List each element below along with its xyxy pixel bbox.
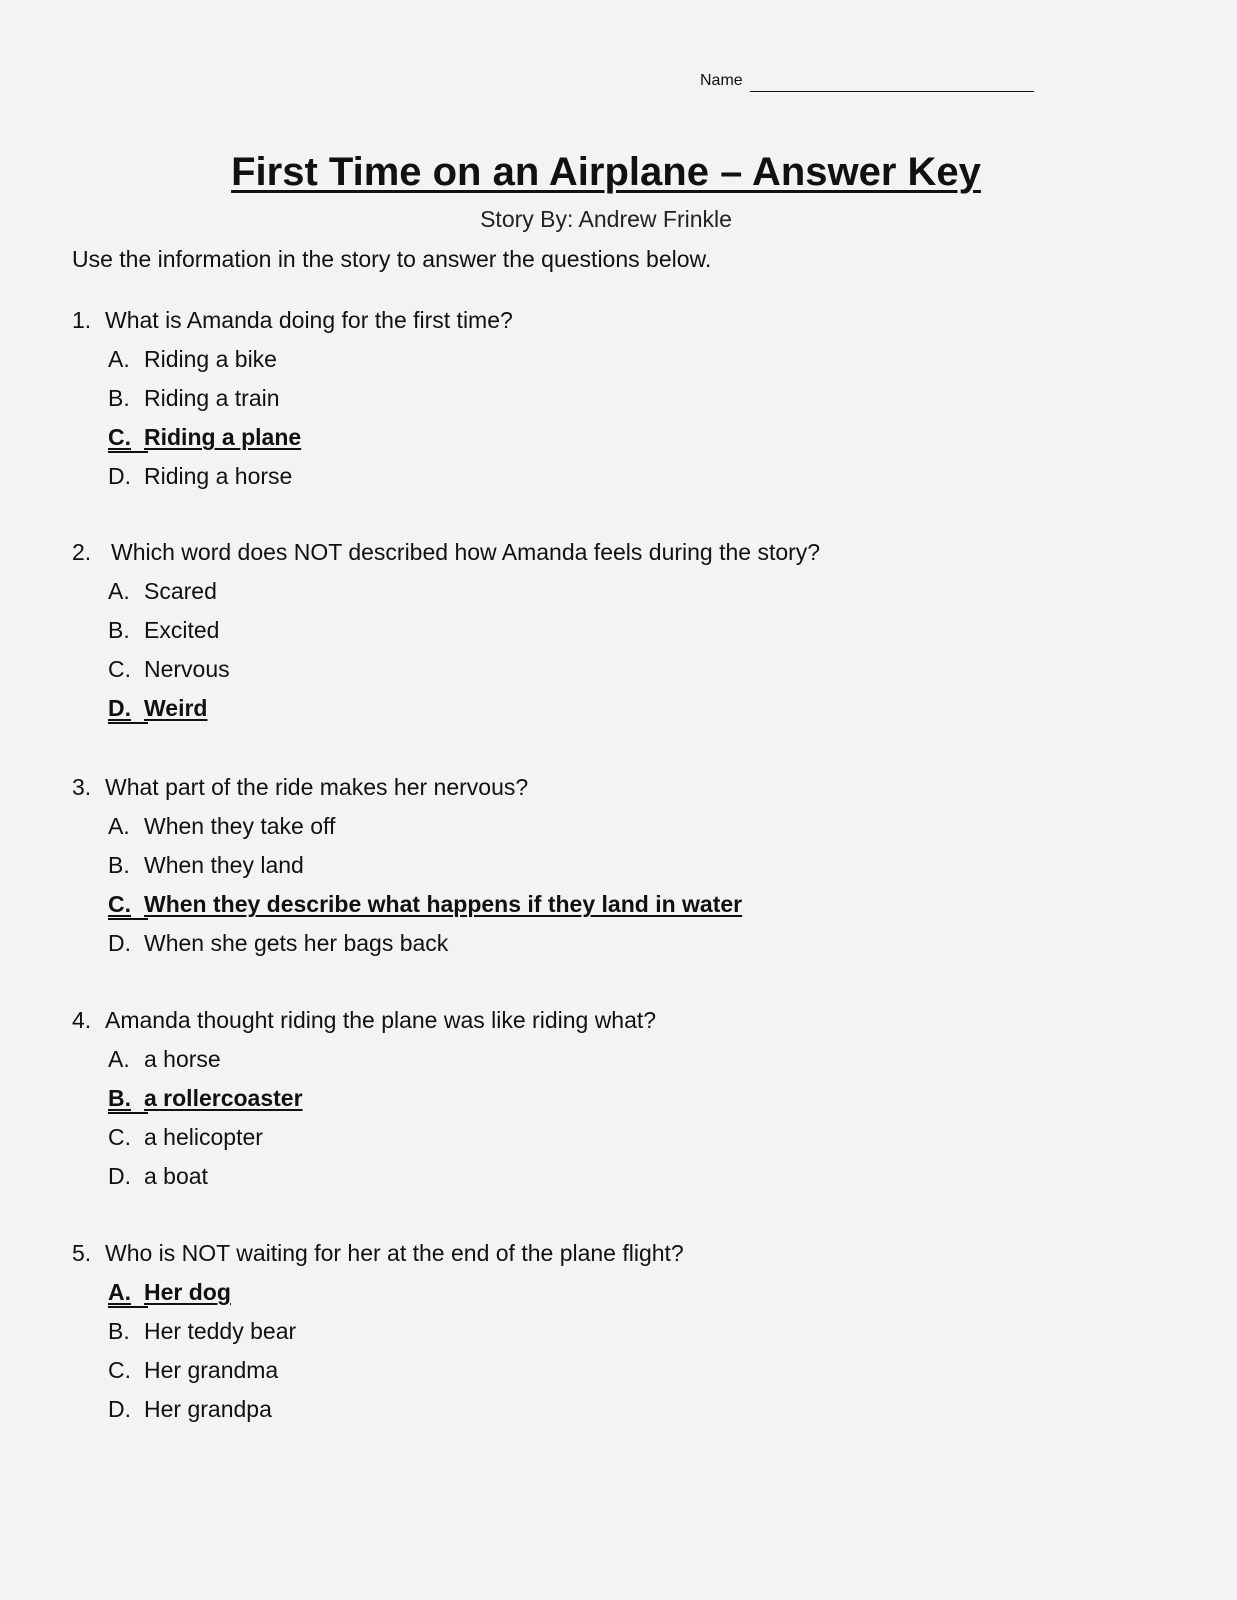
option-text: When they land bbox=[144, 852, 304, 878]
option-letter: C. bbox=[108, 1357, 131, 1383]
option-letter: B. bbox=[108, 385, 130, 411]
question-text: Which word does NOT described how Amanda feels during the story? bbox=[111, 539, 821, 565]
option-text: Riding a bike bbox=[144, 346, 277, 372]
story-byline: Story By: Andrew Frinkle bbox=[480, 206, 732, 232]
option-letter: A. bbox=[108, 578, 130, 604]
option-letter: D. bbox=[108, 463, 131, 489]
option-letter: A. bbox=[108, 813, 130, 839]
option-text: a rollercoaster bbox=[144, 1085, 303, 1111]
option-text: Riding a train bbox=[144, 385, 280, 411]
instructions: Use the information in the story to answer the questions below. bbox=[72, 246, 712, 272]
option-text: Her dog bbox=[144, 1279, 231, 1305]
option-text: When she gets her bags back bbox=[144, 930, 449, 956]
question-text: What is Amanda doing for the first time? bbox=[105, 307, 513, 333]
option-letter: D. bbox=[108, 1163, 131, 1189]
option-letter: A. bbox=[108, 346, 130, 372]
answer-underline bbox=[108, 722, 148, 724]
option-text: Excited bbox=[144, 617, 220, 643]
option-text: Her grandpa bbox=[144, 1396, 272, 1422]
answer-underline bbox=[108, 918, 148, 920]
question-text: Who is NOT waiting for her at the end of the plane flight? bbox=[105, 1240, 684, 1266]
question-text: Amanda thought riding the plane was like riding what? bbox=[105, 1007, 657, 1033]
option-letter: A. bbox=[108, 1046, 130, 1072]
question-number: 1. bbox=[72, 307, 92, 333]
option-text: Scared bbox=[144, 578, 217, 604]
option-letter: A. bbox=[108, 1279, 131, 1305]
option-letter: C. bbox=[108, 424, 131, 450]
option-text: a helicopter bbox=[144, 1124, 263, 1150]
option-letter: D. bbox=[108, 1396, 131, 1422]
option-letter: C. bbox=[108, 1124, 131, 1150]
option-text: a boat bbox=[144, 1163, 208, 1189]
option-letter: D. bbox=[108, 930, 131, 956]
option-text: Riding a plane bbox=[144, 424, 302, 450]
answer-underline bbox=[108, 1306, 148, 1308]
option-letter: B. bbox=[108, 1085, 131, 1111]
name-label: Name bbox=[700, 72, 743, 89]
option-letter: C. bbox=[108, 891, 131, 917]
name-blank-line[interactable] bbox=[750, 91, 1034, 92]
option-letter: C. bbox=[108, 656, 131, 682]
page-title: First Time on an Airplane – Answer Key bbox=[231, 150, 981, 194]
option-letter: D. bbox=[108, 695, 131, 721]
option-text: Her teddy bear bbox=[144, 1318, 297, 1344]
option-letter: B. bbox=[108, 617, 130, 643]
question-number: 4. bbox=[72, 1007, 92, 1033]
option-letter: B. bbox=[108, 852, 130, 878]
option-text: Her grandma bbox=[144, 1357, 279, 1383]
option-text: When they describe what happens if they land in water bbox=[144, 891, 743, 917]
option-text: Weird bbox=[144, 695, 208, 721]
question-number: 3. bbox=[72, 774, 92, 800]
option-text: Nervous bbox=[144, 656, 230, 682]
option-letter: B. bbox=[108, 1318, 130, 1344]
question-number: 5. bbox=[72, 1240, 92, 1266]
answer-underline bbox=[108, 1112, 148, 1114]
option-text: When they take off bbox=[144, 813, 336, 839]
question-text: What part of the ride makes her nervous? bbox=[105, 774, 529, 800]
option-text: a horse bbox=[144, 1046, 221, 1072]
option-text: Riding a horse bbox=[144, 463, 293, 489]
answer-underline bbox=[108, 451, 148, 453]
question-number: 2. bbox=[72, 539, 92, 565]
